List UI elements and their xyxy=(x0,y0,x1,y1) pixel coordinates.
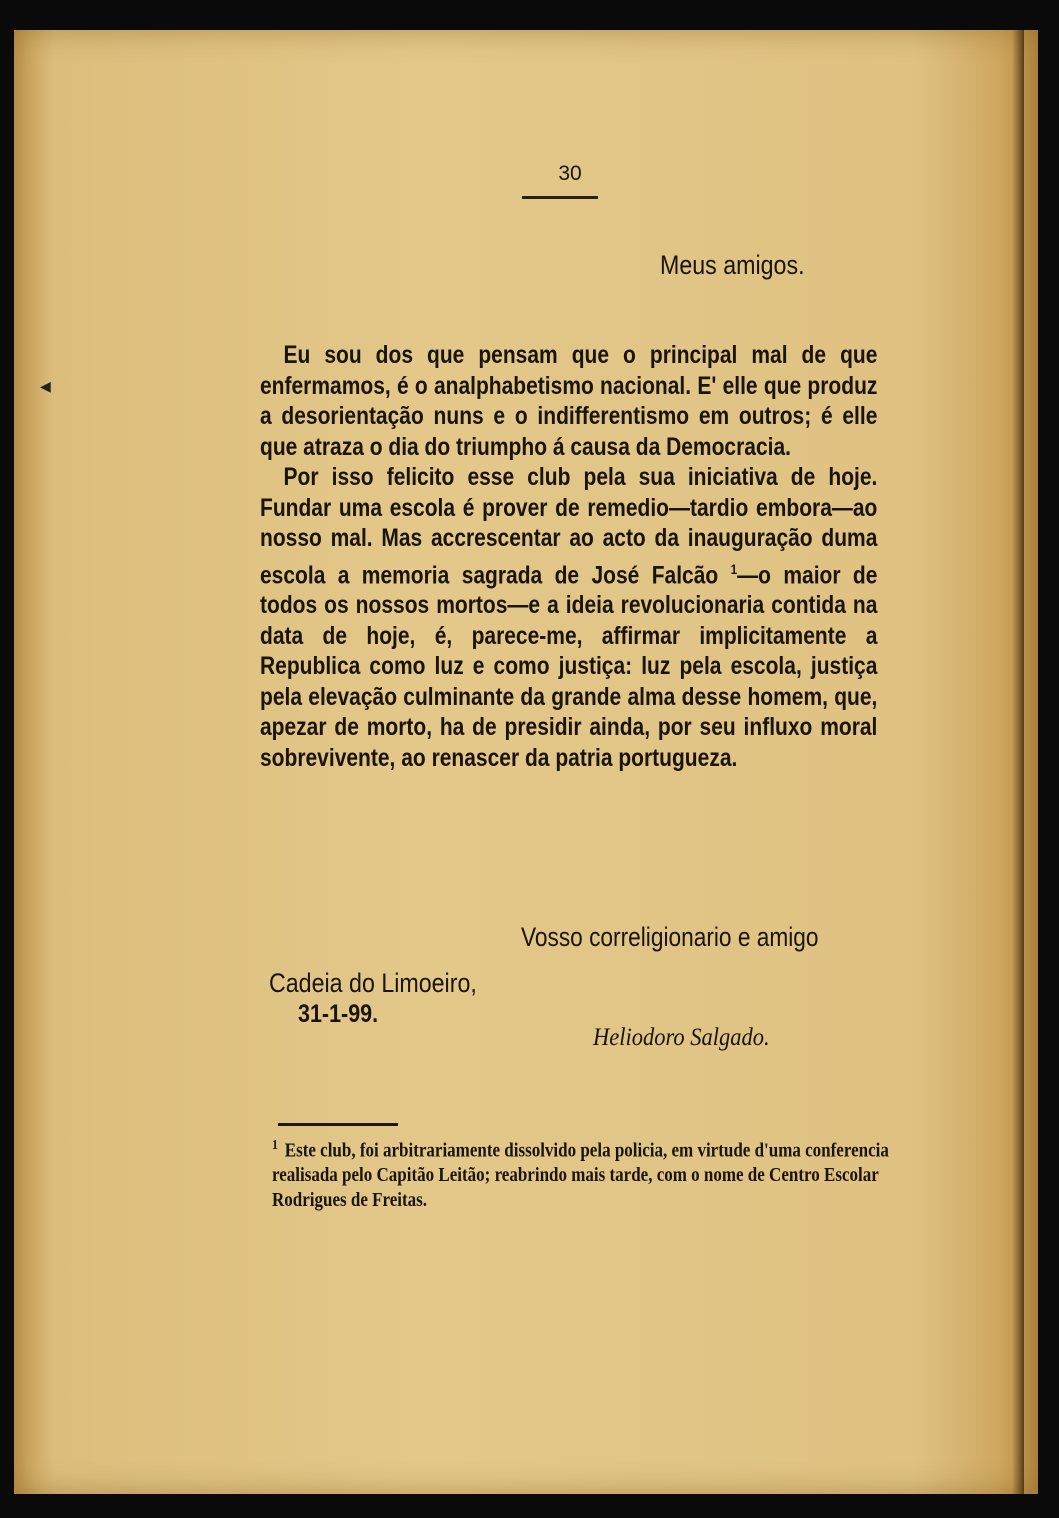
letter-body xyxy=(260,340,877,773)
footnote-mark: 1 xyxy=(272,1138,278,1153)
footnote-reference: 1 xyxy=(730,560,738,577)
paragraph-1: Eu sou dos que pensam que o principal mal de que enfermamos, é o analphabetismo nacional. E' elle que produz a desorientação nuns e o indifferentismo em outros; é elle que atraza o dia do triumpho á causa da Democracia. xyxy=(260,341,878,461)
paragraph-2-start: Por isso felicito esse club pela sua iniciativa de hoje. Fundar uma escola é prover de remedio—tardio embora—ao nosso mal. Mas accrescentar ao acto da inauguração duma escola a memoria sagrada de José Falcão xyxy=(260,463,878,589)
salutation: Meus amigos. xyxy=(660,250,805,280)
margin-arrow-icon: ◀ xyxy=(40,378,51,394)
date-line: 31-1-99. xyxy=(298,1000,379,1028)
closing-line: Vosso correligionario e amigo xyxy=(521,922,819,952)
place-line: Cadeia do Limoeiro, xyxy=(269,968,477,998)
footnote xyxy=(272,1134,901,1212)
signature: Heliodoro Salgado. xyxy=(593,1024,770,1051)
page-fold-shadow xyxy=(1012,30,1024,1494)
paragraph-2 xyxy=(260,462,877,773)
page-number: 30 xyxy=(558,162,582,185)
footnote-rule xyxy=(278,1123,398,1126)
paragraph-2-end: —o maior de todos os nossos mortos—e a ideia revolucionaria contida na data de hoje, é, parece-me, affirmar implicitamente a Republica como luz e como justiça: luz pela escola, justiça pela elevação culminante da grande alma desse homem, que, apezar de morto, ha de presidir ainda, por seu influxo moral sobrevivente, ao renascer da patria portugueza. xyxy=(260,560,878,772)
page-number-rule xyxy=(522,196,598,199)
footnote-text: Este club, foi arbitrariamente dissolvido pela policia, em virtude d'uma conferencia realisada pelo Capitão Leitão; reabrindo mais tarde, com o nome de Centro Escolar Rodrigues de Freitas. xyxy=(272,1139,889,1211)
